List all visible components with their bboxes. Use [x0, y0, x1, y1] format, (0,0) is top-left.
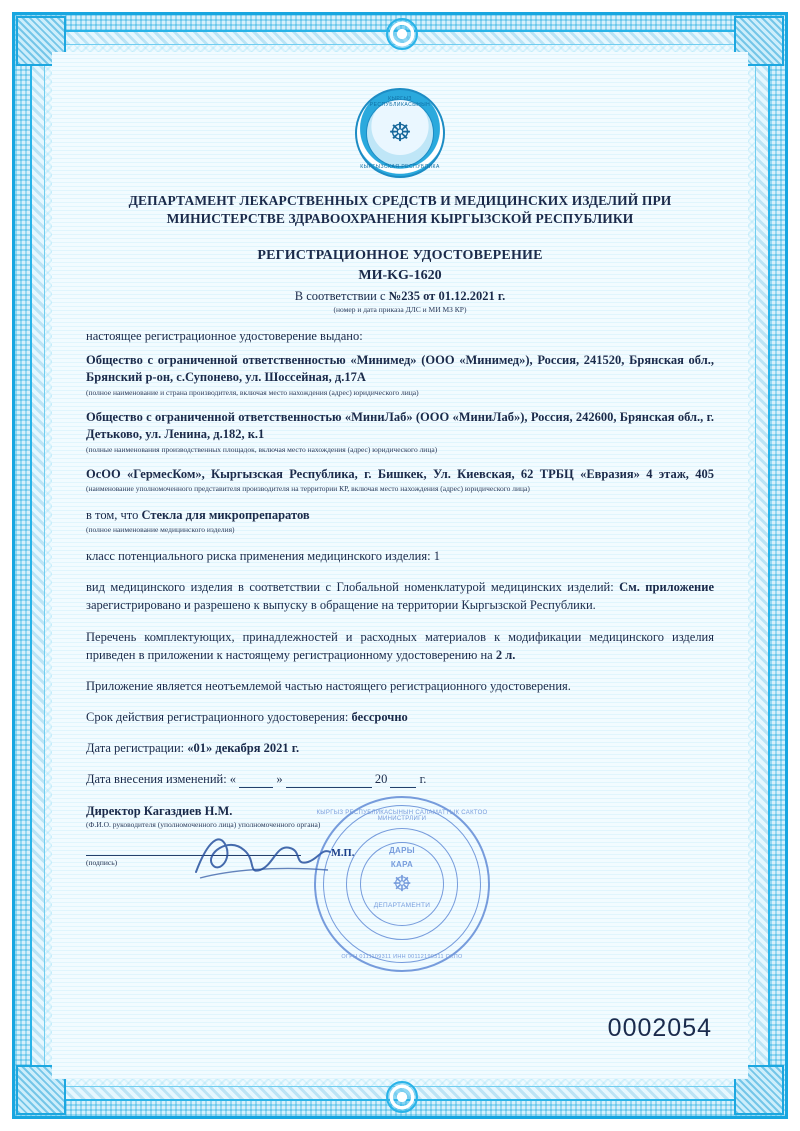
serial-number: 0002054: [607, 1014, 712, 1042]
legal-basis-line: [86, 289, 714, 304]
document-content: [52, 52, 748, 1079]
risk-class-value: 1: [433, 549, 440, 564]
annex-paragraph: [86, 628, 714, 664]
production-site-caption: (полные наименования производственных площадок, включая место нахождения (адрес) юридического лица): [86, 444, 438, 454]
emblem-bird-icon: ☸: [388, 118, 412, 147]
validity-line: [86, 708, 714, 726]
official-round-stamp: [314, 796, 490, 972]
document-text-body: [86, 192, 715, 961]
stamp-line-2: КАРА: [390, 860, 414, 870]
amendment-date-label: Дата внесения изменений: «: [86, 772, 237, 787]
annex-text: Перечень комплектующих, принадлежностей и расходных материалов к модификации медицинского изделия приведен в приложении к настоящему регистрационному удостоверению на: [86, 629, 714, 662]
registration-date-label: Дата регистрации:: [86, 741, 185, 756]
issuing-authority-title: ДЕПАРТАМЕНТ ЛЕКАРСТВЕННЫХ СРЕДСТВ И МЕДИЦИНСКИХ ИЗДЕЛИЙ ПРИ МИНИСТЕРСТВЕ ЗДРАВООХРАНЕНИЯ КЫРГЫЗСКОЙ РЕСПУБЛИКИ: [128, 193, 672, 227]
nomenclature-text-1: вид медицинского изделия в соответствии с Глобальной номенклатурой медицинских изделий:: [86, 580, 614, 595]
device-prefix: в том, что: [86, 508, 139, 523]
signature-caption: (подпись): [86, 858, 118, 868]
signature-rule: [86, 855, 301, 856]
amendment-date-year: 20: [374, 772, 388, 787]
registration-date-value: «01» декабря 2021 г.: [187, 741, 300, 756]
registration-date-line: [86, 739, 714, 757]
production-site-name: Общество с ограниченной ответственностью «МиниЛаб» (ООО «МиниЛаб»), Россия, 242600, Брянская обл., г. Детьково, ул. Ленина, д.182, к.1: [86, 409, 714, 442]
state-emblem-icon: [355, 88, 445, 178]
manufacturer-name: Общество с ограниченной ответственностью «Минимед» (ООО «Минимед»), Россия, 241520, Брянская обл., Брянский р-он, с.Супонево, ул. Шоссейная, д.17А: [86, 352, 714, 385]
legal-basis-caption: (номер и дата приказа ДЛС и МИ МЗ КР): [333, 305, 467, 315]
amendment-day-blank: [239, 776, 273, 788]
document-number: МИ-KG-1620: [358, 268, 442, 284]
rosette-ornament-top: [386, 18, 418, 50]
stamp-top-text: КЫРГЫЗ РЕСПУБЛИКАСЫНЫН САЛАМАТТЫК САКТОО МИНИСТРЛИГИ: [316, 810, 488, 823]
director-caption: (Ф.И.О. руководителя (уполномоченного лица) уполномоченного органа): [86, 820, 321, 830]
risk-class-label: класс потенциального риска применения медицинского изделия:: [86, 549, 431, 564]
legal-basis-prefix: В соответствии с: [294, 289, 386, 304]
rosette-ornament-bottom: [386, 1081, 418, 1113]
manufacturer-caption: (полное наименование и страна производителя, включая место нахождения (адрес) юридического лица): [86, 387, 419, 397]
amendment-date-line: [86, 770, 714, 788]
nomenclature-paragraph: [86, 578, 714, 614]
state-emblem-container: [52, 88, 748, 178]
director-name: Директор Кагаздиев Н.М.: [86, 804, 233, 819]
amendment-month-blank: [286, 776, 372, 788]
emblem-ring-text-top: КЫРГЫЗ РЕСПУБЛИКАСЫНЫН: [369, 96, 431, 108]
annex-integral-paragraph: Приложение является неотъемлемой частью настоящего регистрационного удостоверения.: [86, 678, 571, 693]
document-type-title: РЕГИСТРАЦИОННОЕ УДОСТОВЕРЕНИЕ: [257, 248, 543, 264]
emblem-ring-text-bottom: КЫРГЫЗСКАЯ РЕСПУБЛИКА: [360, 164, 440, 170]
validity-value: бессрочно: [351, 709, 408, 724]
authorized-representative-name: ОсОО «ГермесКом», Кыргызская Республика, г. Бишкек, Ул. Киевская, 62 ТРБЦ «Евразия» 4 этаж, 405: [86, 466, 714, 481]
risk-class-line: [86, 547, 714, 565]
seal-mark-label: М.П.: [331, 848, 355, 860]
annex-page-count: 2 л.: [495, 647, 516, 662]
amendment-date-mid: »: [276, 772, 283, 787]
amendment-year-blank: [390, 776, 416, 788]
stamp-line-3: ДЕПАРТАМЕНТИ: [373, 902, 431, 910]
signature-block: [86, 804, 714, 961]
nomenclature-value: См. приложение: [619, 580, 715, 595]
stamp-bottom-text: ОГРН 0111109311 ИНН 00112199311 ОКПО: [341, 954, 463, 961]
authorized-representative-caption: (наименование уполномоченного представителя производителя на территории КР, включая место нахождения (адрес) юридического лица): [86, 484, 530, 494]
issued-to-label: настоящее регистрационное удостоверение выдано:: [86, 329, 363, 344]
nomenclature-text-2: зарегистрировано и разрешено к выпуску в обращение на территории Кыргызской Республики.: [86, 598, 596, 613]
stamp-emblem-icon: ☸: [392, 871, 412, 897]
validity-label: Срок действия регистрационного удостоверения:: [86, 709, 349, 724]
amendment-date-suffix: г.: [419, 772, 427, 787]
stamp-line-1: ДАРЫ: [389, 846, 415, 856]
legal-basis-value: №235 от 01.12.2021 г.: [388, 289, 506, 304]
device-caption: (полное наименование медицинского изделия): [86, 525, 235, 535]
device-name: Стекла для микропрепаратов: [141, 508, 310, 523]
device-line: [86, 506, 714, 524]
